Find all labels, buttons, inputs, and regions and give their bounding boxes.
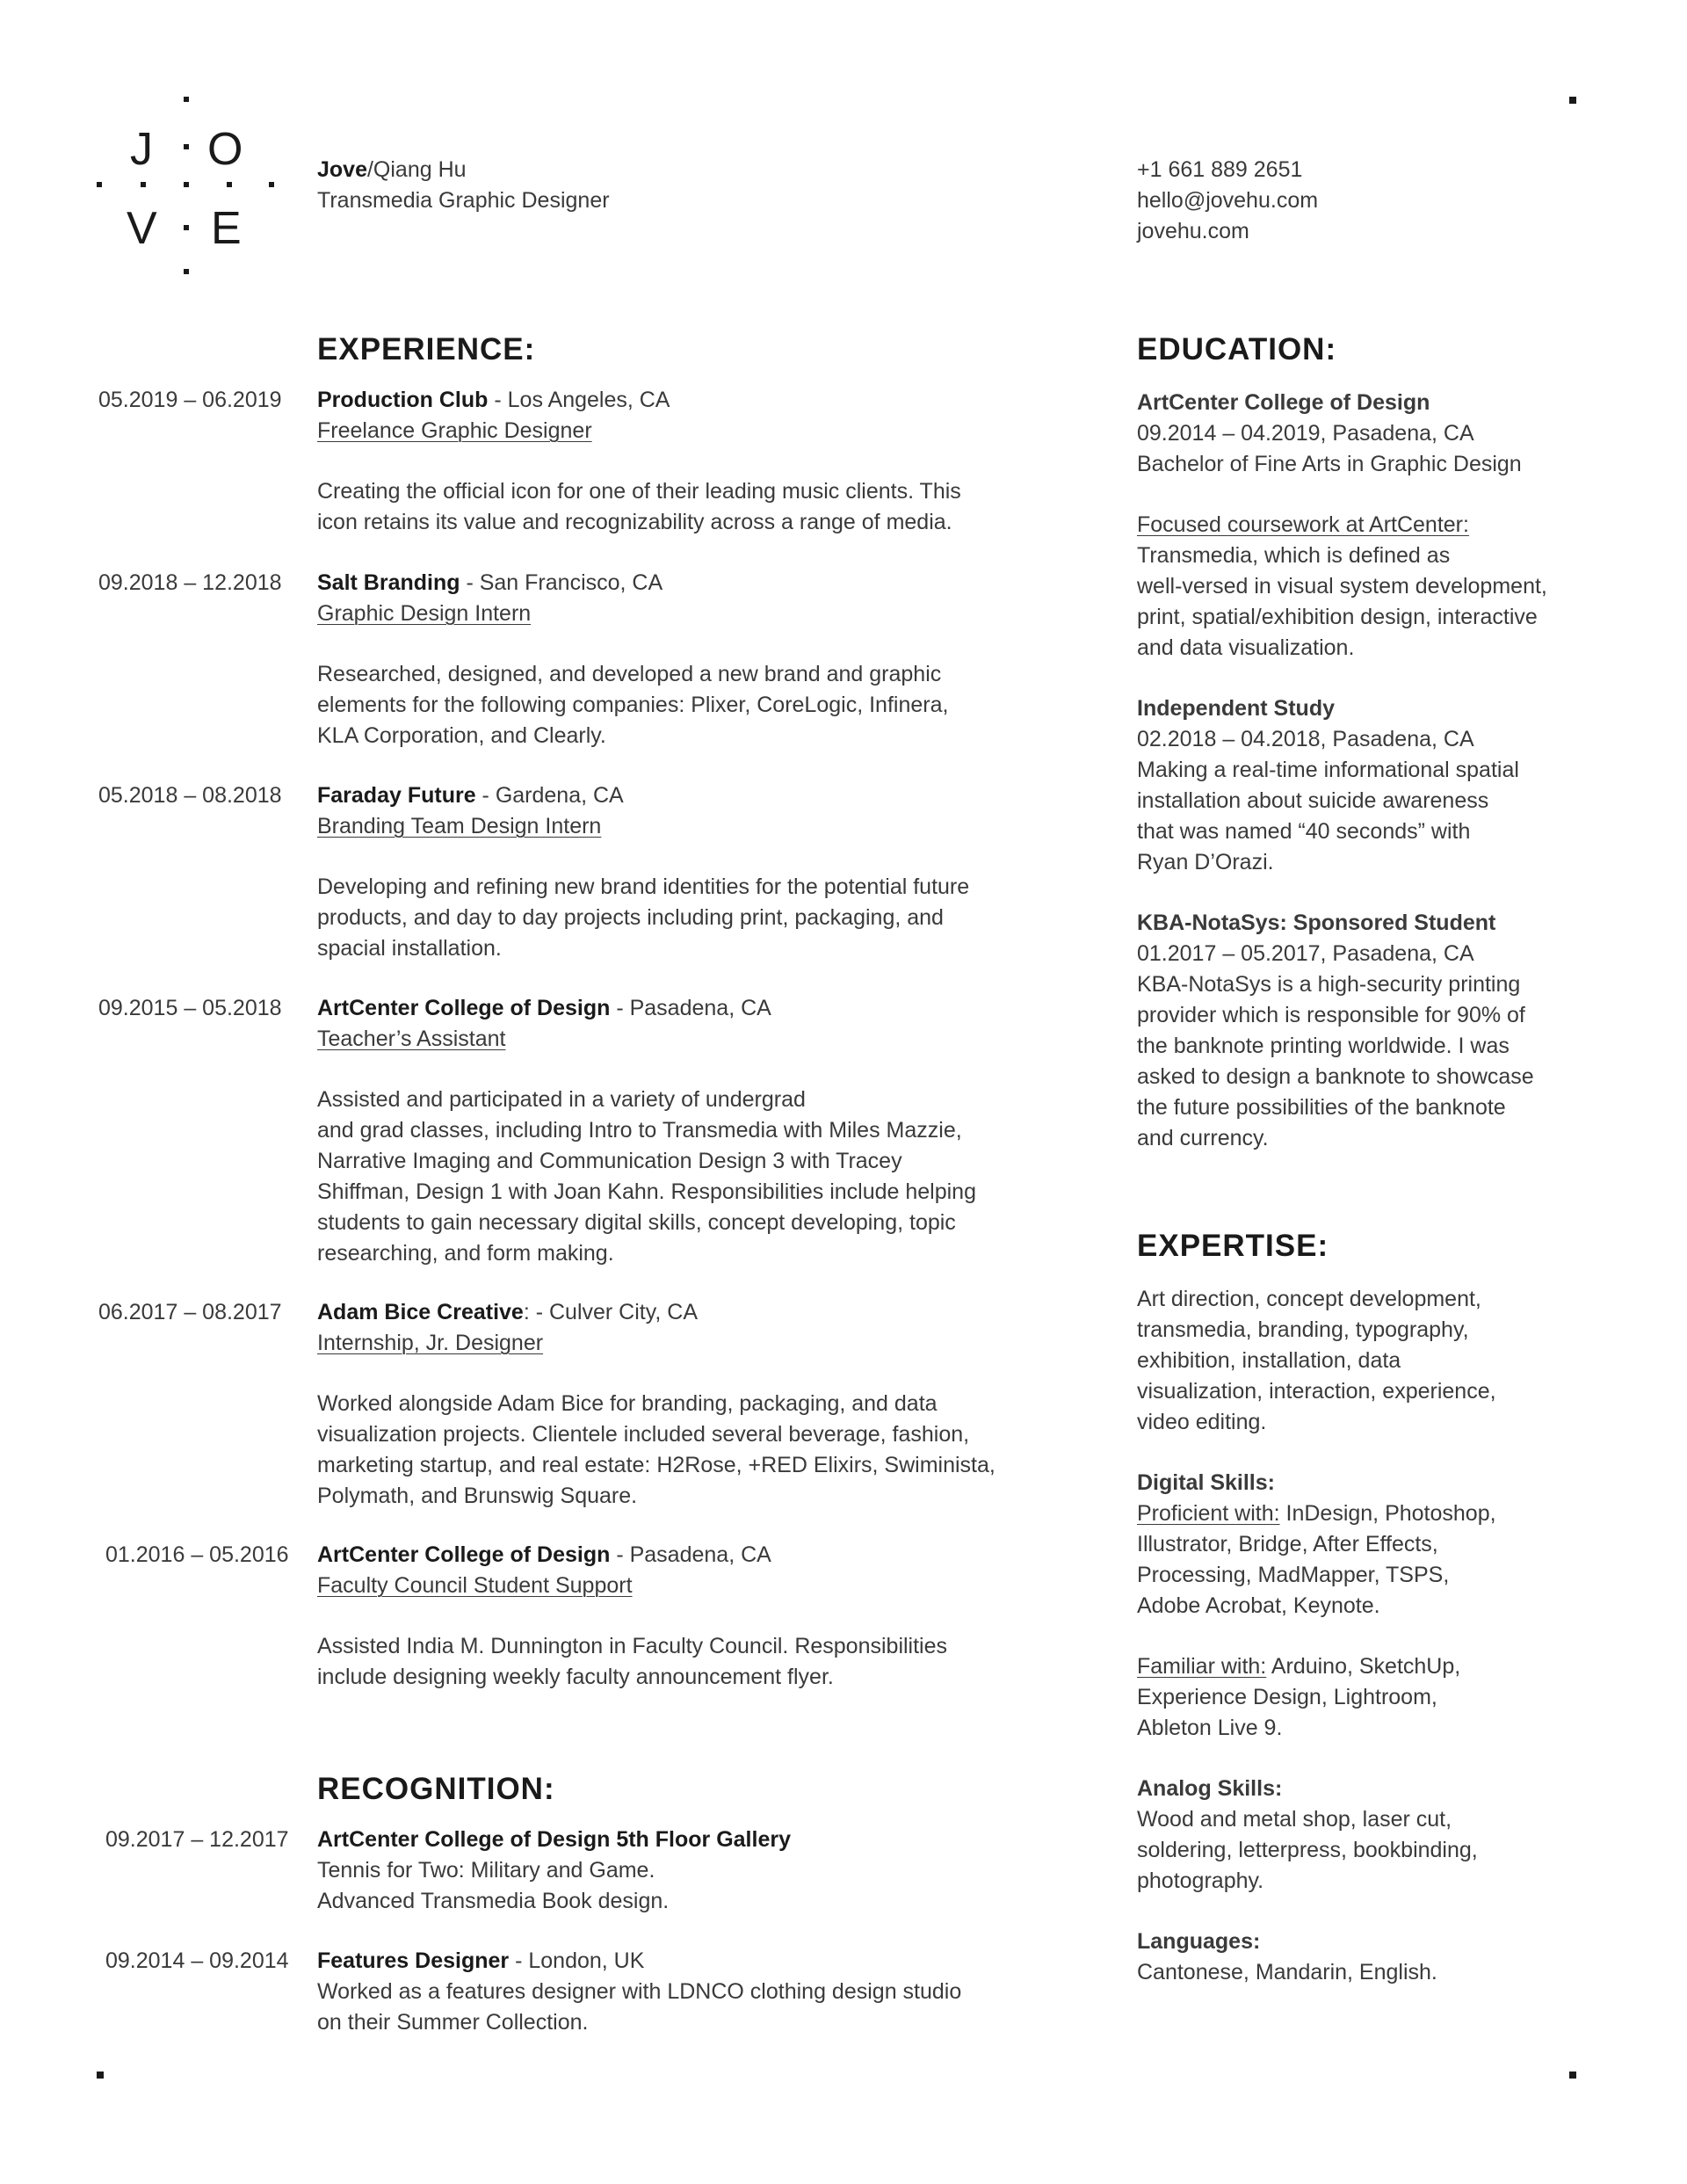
- corner-mark-bottom-right: [1569, 2072, 1576, 2079]
- logo-dot: [269, 182, 274, 187]
- digital-skills-heading: Digital Skills:: [1137, 1470, 1275, 1495]
- sponsored-study: [1137, 908, 1629, 1154]
- experience-description: Creating the official icon for one of their leading music clients. This icon retains its value and recognizability across a range of media.: [317, 479, 961, 534]
- education-section: [1137, 388, 1629, 1184]
- corner-mark-top-right: [1569, 97, 1576, 104]
- expertise-heading: EXPERTISE:: [1137, 1229, 1329, 1263]
- experience-heading: EXPERIENCE:: [317, 332, 536, 366]
- name-line: [317, 155, 610, 185]
- recognition-location: - London, UK: [509, 1948, 645, 1973]
- logo-dot: [141, 182, 146, 187]
- experience-dates: 09.2015 – 05.2018: [98, 996, 282, 1020]
- contact-block: [1137, 155, 1318, 247]
- kba-heading: KBA-NotaSys: Sponsored Student: [1137, 911, 1496, 935]
- experience-role: Freelance Graphic Designer: [317, 418, 592, 443]
- familiar-skills: [1137, 1651, 1629, 1744]
- experience-description: Researched, designed, and developed a new brand and graphic elements for the following companies: Plixer, CoreLogic, Infinera, KLA Corporation, and Clearly.: [317, 662, 949, 748]
- proficient-label: Proficient with:: [1137, 1501, 1280, 1526]
- study-text: 02.2018 – 04.2018, Pasadena, CA Making a real-time informational spatial installation about suicide awareness that was named “40 seconds” with Ryan D’Orazi.: [1137, 727, 1519, 874]
- expertise-summary-text: Art direction, concept development, transmedia, branding, typography, exhibition, installation, data visualization, interaction, experience, video editing.: [1137, 1287, 1496, 1434]
- logo-dot: [184, 225, 189, 230]
- education-dates: 09.2014 – 04.2019, Pasadena, CA: [1137, 421, 1474, 446]
- website-link[interactable]: jovehu.com: [1137, 219, 1249, 243]
- analog-skills-heading: Analog Skills:: [1137, 1776, 1283, 1801]
- jove-logo: [97, 97, 281, 281]
- job-title: Transmedia Graphic Designer: [317, 188, 610, 213]
- familiar-label: Familiar with:: [1137, 1654, 1267, 1679]
- logo-letter-e: E: [211, 203, 242, 254]
- logo-dot: [227, 182, 232, 187]
- digital-skills: [1137, 1468, 1629, 1622]
- experience-role: Faculty Council Student Support: [317, 1573, 633, 1598]
- experience-org: Faraday Future: [317, 783, 476, 808]
- familiar-text: Arduino, SketchUp, Experience Design, Lightroom, Ableton Live 9.: [1137, 1654, 1461, 1740]
- experience-org: Production Club: [317, 388, 489, 412]
- focus-text: Transmedia, which is defined as well-versed in visual system development, print, spatial/exhibition design, interactive and data visualization.: [1137, 543, 1547, 660]
- experience-dates: 06.2017 – 08.2017: [98, 1300, 282, 1324]
- education-school: ArtCenter College of Design: [1137, 390, 1430, 415]
- logo-dot: [97, 182, 102, 187]
- logo-letter-o: O: [207, 124, 243, 175]
- recognition-heading: RECOGNITION:: [317, 1772, 555, 1806]
- education-degree: [1137, 388, 1629, 480]
- experience-dates: 09.2018 – 12.2018: [98, 570, 282, 595]
- logo-dot: [184, 182, 189, 187]
- experience-role: Branding Team Design Intern: [317, 814, 602, 838]
- recognition-org: Features Designer: [317, 1948, 510, 1973]
- name-bold: Jove: [317, 157, 367, 182]
- logo-letter-j: J: [130, 124, 153, 175]
- experience-location: - Pasadena, CA: [610, 996, 771, 1020]
- recognition-dates: 09.2017 – 12.2017: [105, 1827, 289, 1852]
- experience-org: ArtCenter College of Design: [317, 996, 611, 1020]
- logo-dot: [184, 269, 189, 274]
- corner-mark-bottom-left: [97, 2072, 104, 2079]
- header-identity: [317, 155, 610, 216]
- experience-location: - Pasadena, CA: [610, 1542, 771, 1567]
- education-focus: [1137, 510, 1629, 664]
- phone[interactable]: +1 661 889 2651: [1137, 157, 1303, 182]
- education-heading: EDUCATION:: [1137, 332, 1337, 366]
- experience-description: Assisted India M. Dunnington in Faculty Council. Responsibilities include designing weekly faculty announcement flyer.: [317, 1634, 948, 1689]
- focus-label: Focused coursework at ArtCenter:: [1137, 512, 1469, 537]
- experience-description: Assisted and participated in a variety of undergrad and grad classes, including Intro to Transmedia with Miles Mazzie, Narrative Imaging and Communication Design 3 with Tracey Shiffman, Design 1 with Joan Kahn. Responsibilities include helping students to gain necessary digital skills, concept developing, topic researching, and form making.: [317, 1087, 976, 1266]
- experience-role: Graphic Design Intern: [317, 601, 532, 626]
- languages-heading: Languages:: [1137, 1929, 1261, 1954]
- analog-skills: [1137, 1774, 1629, 1897]
- experience-org: Salt Branding: [317, 570, 460, 595]
- study-heading: Independent Study: [1137, 696, 1335, 721]
- logo-dot: [184, 97, 189, 102]
- experience-description: Worked alongside Adam Bice for branding, packaging, and data visualization projects. Clientele included several beverage, fashion, marketing startup, and real estate: H2Rose, +RED Elixirs, Swiminista, Polymath, and Brunswig Square.: [317, 1391, 996, 1508]
- analog-skills-text: Wood and metal shop, laser cut, soldering, letterpress, bookbinding, photography.: [1137, 1807, 1478, 1893]
- expertise-summary: [1137, 1284, 1629, 1438]
- name-rest: /Qiang Hu: [366, 157, 467, 182]
- experience-org: Adam Bice Creative: [317, 1300, 524, 1324]
- experience-description: Developing and refining new brand identities for the potential future products, and day to day projects including print, packaging, and spacial installation.: [317, 874, 970, 961]
- experience-location: - Gardena, CA: [475, 783, 624, 808]
- logo-dot: [184, 144, 189, 149]
- languages-text: Cantonese, Mandarin, English.: [1137, 1960, 1437, 1984]
- recognition-org: ArtCenter College of Design 5th Floor Gallery: [317, 1827, 791, 1852]
- experience-location: : - Culver City, CA: [523, 1300, 698, 1324]
- experience-role: Internship, Jr. Designer: [317, 1331, 544, 1355]
- independent-study: [1137, 693, 1629, 878]
- experience-location: - San Francisco, CA: [460, 570, 663, 595]
- education-degree-name: Bachelor of Fine Arts in Graphic Design: [1137, 452, 1522, 476]
- recognition-description: Tennis for Two: Military and Game. Advanced Transmedia Book design.: [317, 1858, 670, 1913]
- recognition-dates: 09.2014 – 09.2014: [105, 1948, 289, 1973]
- languages: [1137, 1926, 1629, 1988]
- experience-org: ArtCenter College of Design: [317, 1542, 611, 1567]
- logo-letter-v: V: [127, 203, 157, 254]
- email-link[interactable]: hello@jovehu.com: [1137, 188, 1319, 213]
- kba-text: 01.2017 – 05.2017, Pasadena, CA KBA-NotaSys is a high-security printing provider which is responsible for 90% of the banknote printing worldwide. I was asked to design a banknote to showcase the future possibilities of the banknote and currency.: [1137, 941, 1534, 1150]
- proficient-text: InDesign, Photoshop, Illustrator, Bridge, After Effects, Processing, MadMapper, TSPS, Adobe Acrobat, Keynote.: [1137, 1501, 1496, 1618]
- experience-dates: 01.2016 – 05.2016: [105, 1542, 289, 1567]
- experience-location: - Los Angeles, CA: [488, 388, 670, 412]
- experience-dates: 05.2018 – 08.2018: [98, 783, 282, 808]
- expertise-section: [1137, 1284, 1629, 2018]
- experience-dates: 05.2019 – 06.2019: [98, 388, 282, 412]
- experience-role: Teacher’s Assistant: [317, 1027, 506, 1051]
- recognition-description: Worked as a features designer with LDNCO clothing design studio on their Summer Collection.: [317, 1979, 962, 2035]
